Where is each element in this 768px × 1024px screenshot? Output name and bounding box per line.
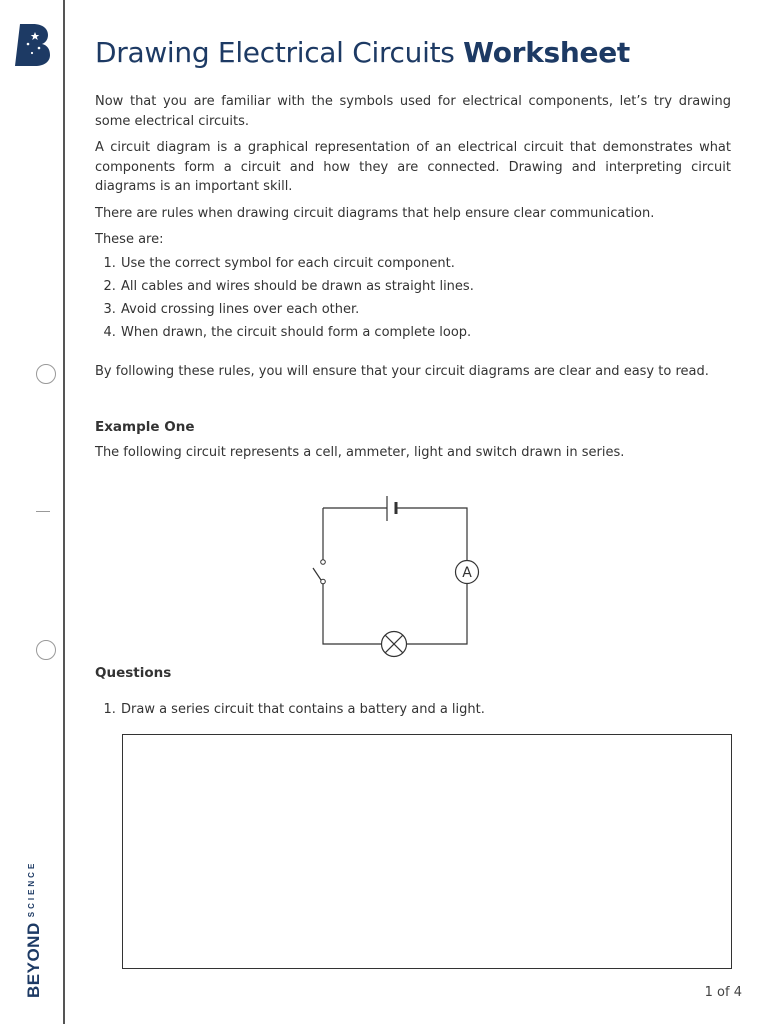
switch-icon <box>313 560 325 584</box>
wire-right-lower <box>406 583 467 644</box>
rules-list <box>95 252 731 344</box>
example-description: The following circuit represents a cell, ammeter, light and switch drawn in series. <box>95 445 625 460</box>
page-title <box>95 34 731 72</box>
punch-hole-top <box>36 364 56 384</box>
rule-item-3: 3. Avoid crossing lines over each other. <box>120 298 731 321</box>
fold-mark <box>36 511 50 512</box>
questions-title: Questions <box>95 665 172 681</box>
ammeter-label: A <box>462 565 472 581</box>
intro-paragraph-2: A circuit diagram is a graphical representation of an electrical circuit that demonstrates what components form a circuit and how they are connected. Drawing and interpreting circuit diagrams is an important skill. <box>95 140 731 194</box>
page-number: 1 of 4 <box>704 985 742 1000</box>
example-title: Example One <box>95 419 195 435</box>
ammeter-icon <box>456 561 479 584</box>
brand-sub: SCIENCE <box>27 860 36 918</box>
brand-wordmark <box>24 861 44 998</box>
beyond-logo-icon <box>15 24 51 66</box>
title-regular: Drawing Electrical Circuits <box>95 36 455 69</box>
punch-hole-bottom <box>36 640 56 660</box>
conclusion-paragraph: By following these rules, you will ensure that your circuit diagrams are clear and easy to read. <box>95 363 709 379</box>
example-circuit-diagram <box>310 492 480 662</box>
answer-box[interactable] <box>122 734 732 969</box>
worksheet-content <box>95 34 731 470</box>
question-item-1: 1. Draw a series circuit that contains a battery and a light. <box>120 698 756 721</box>
brand-name: BEYOND <box>24 922 43 998</box>
intro-paragraph-4: These are: <box>95 232 164 247</box>
cell-icon <box>387 496 396 521</box>
intro-paragraph-1: Now that you are familiar with the symbols used for electrical components, let’s try drawing some electrical circuits. <box>95 94 731 129</box>
lamp-icon <box>382 632 407 657</box>
rule-item-1: 1. Use the correct symbol for each circuit component. <box>120 252 731 275</box>
intro-paragraph-3: There are rules when drawing circuit diagrams that help ensure clear communication. <box>95 205 655 221</box>
wire-top-right <box>396 508 467 561</box>
wire-bottom-left <box>323 582 382 644</box>
margin-rule <box>63 0 65 1024</box>
questions-list <box>95 698 756 721</box>
rule-item-4: 4. When drawn, the circuit should form a complete loop. <box>120 321 731 344</box>
title-bold: Worksheet <box>463 36 630 69</box>
rule-item-2: 2. All cables and wires should be drawn as straight lines. <box>120 275 731 298</box>
